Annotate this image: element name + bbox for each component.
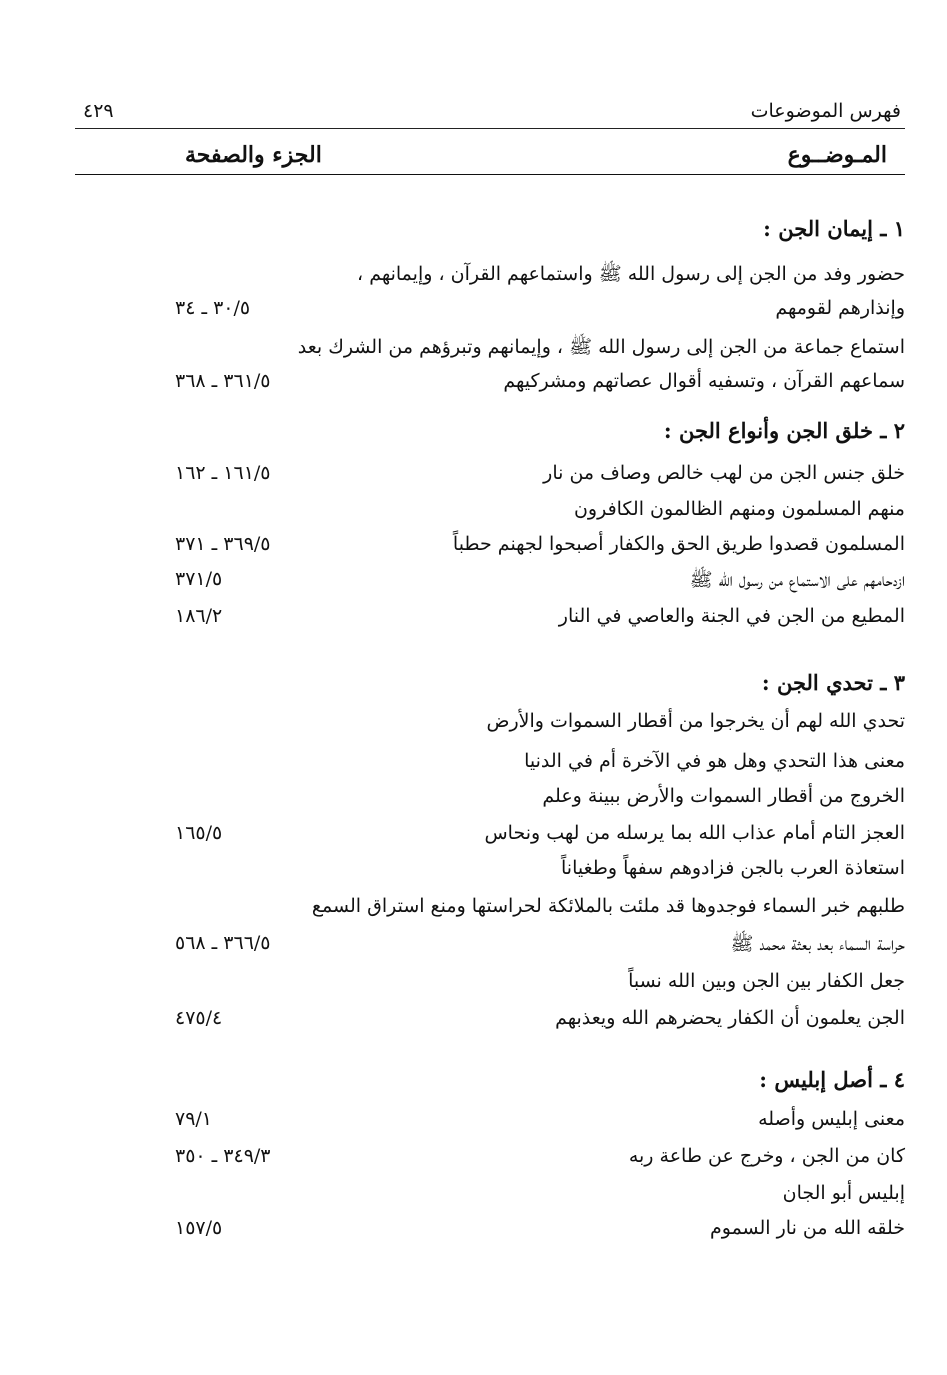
index-entry bbox=[75, 568, 905, 604]
index-entry bbox=[75, 1145, 905, 1181]
index-entry bbox=[75, 970, 905, 1006]
section-heading bbox=[75, 418, 905, 454]
entry-text: العجز التام أمام عذاب الله بما يرسله من لهب ونحاس bbox=[484, 822, 905, 844]
column-header bbox=[75, 140, 905, 175]
index-entry bbox=[75, 370, 905, 406]
entry-text: المطيع من الجن في الجنة والعاصي في النار bbox=[558, 605, 905, 627]
index-entry bbox=[75, 1182, 905, 1218]
section-title: ٣ ـ تحدي الجن : bbox=[761, 670, 905, 695]
column-page-label: الجزء والصفحة bbox=[185, 142, 322, 168]
entry-text: إبليس أبو الجان bbox=[782, 1182, 905, 1204]
index-entry bbox=[75, 785, 905, 821]
section-heading bbox=[75, 670, 905, 706]
section-heading bbox=[75, 216, 905, 252]
entry-text: طلبهم خبر السماء فوجدوها قد ملئت بالملائكة لحراستها ومنع استراق السمع bbox=[311, 895, 905, 917]
section-title: ٢ ـ خلق الجن وأنواع الجن : bbox=[663, 418, 905, 443]
entry-page-ref: ٣٦١/٥ ـ ٣٦٨ bbox=[175, 370, 271, 392]
index-entry bbox=[75, 1108, 905, 1144]
entry-text: ازدحامهم على الاستماع من رسول الله ﷺ bbox=[689, 569, 905, 591]
entry-text: حراسة السماء بعد بعثة محمد ﷺ bbox=[730, 933, 905, 955]
index-entry bbox=[75, 498, 905, 534]
entry-text: حضور وفد من الجن إلى رسول الله ﷺ واستماعهم القرآن ، وإيمانهم ، bbox=[357, 263, 905, 285]
entry-text: خلق جنس الجن من لهب خالص وصاف من نار bbox=[543, 462, 905, 484]
entry-text: استعاذة العرب بالجن فزادوهم سفهاً وطغياناً bbox=[561, 857, 905, 879]
entry-page-ref: ١٦٥/٥ bbox=[175, 822, 223, 844]
index-entry bbox=[75, 1217, 905, 1253]
section-title: ٤ ـ أصل إبليس : bbox=[759, 1067, 905, 1092]
entry-text: خلقه الله من نار السموم bbox=[709, 1217, 905, 1239]
entry-page-ref: ٣٠/٥ ـ ٣٤ bbox=[175, 297, 251, 319]
index-entry bbox=[75, 533, 905, 569]
entry-page-ref: ٣٤٩/٣ ـ ٣٥٠ bbox=[175, 1145, 271, 1167]
running-title: فهرس الموضوعات bbox=[750, 100, 901, 122]
index-entry bbox=[75, 605, 905, 641]
entry-page-ref: ٧٩/١ bbox=[175, 1108, 213, 1130]
entry-text: جعل الكفار بين الجن وبين الله نسباً bbox=[628, 970, 905, 992]
entry-page-ref: ١٦١/٥ ـ ١٦٢ bbox=[175, 462, 271, 484]
page-number: ٤٢٩ bbox=[83, 100, 114, 122]
index-entry bbox=[75, 932, 905, 968]
index-entry bbox=[75, 297, 905, 333]
index-entry bbox=[75, 895, 905, 931]
entry-text: وإنذارهم لقومهم bbox=[775, 297, 905, 319]
section-title: ١ ـ إيمان الجن : bbox=[763, 216, 905, 241]
index-entry bbox=[75, 710, 905, 746]
section-heading bbox=[75, 1067, 905, 1103]
entry-text: استماع جماعة من الجن إلى رسول الله ﷺ ، وإيمانهم وتبرؤهم من الشرك بعد bbox=[297, 336, 905, 358]
running-header bbox=[75, 100, 905, 129]
entry-page-ref: ١٥٧/٥ bbox=[175, 1217, 223, 1239]
entry-text: الخروج من أقطار السموات والأرض ببينة وعلم bbox=[542, 785, 905, 807]
index-entry bbox=[75, 750, 905, 786]
entry-text: معنى هذا التحدي وهل هو في الآخرة أم في الدنيا bbox=[524, 750, 905, 772]
entry-page-ref: ٣٦٦/٥ ـ ٥٦٨ bbox=[175, 932, 271, 954]
index-entry bbox=[75, 462, 905, 498]
entry-text: معنى إبليس وأصله bbox=[758, 1108, 905, 1130]
entry-text: الجن يعلمون أن الكفار يحضرهم الله ويعذبهم bbox=[555, 1007, 905, 1029]
entry-text: منهم المسلمون ومنهم الظالمون الكافرون bbox=[573, 498, 905, 520]
index-entry bbox=[75, 335, 905, 371]
entry-text: تحدي الله لهم أن يخرجوا من أقطار السموات والأرض bbox=[486, 710, 905, 732]
entry-page-ref: ٣٦٩/٥ ـ ٣٧١ bbox=[175, 533, 271, 555]
column-topic-label: المـوضــوع bbox=[787, 142, 887, 168]
entry-page-ref: ١٨٦/٢ bbox=[175, 605, 223, 627]
entry-text: المسلمون قصدوا طريق الحق والكفار أصبحوا لجهنم حطباً bbox=[452, 533, 905, 555]
index-entry bbox=[75, 857, 905, 893]
entry-page-ref: ٣٧١/٥ bbox=[175, 568, 223, 590]
index-entry bbox=[75, 262, 905, 298]
index-entry bbox=[75, 1007, 905, 1043]
entry-text: كان من الجن ، وخرج عن طاعة ربه bbox=[628, 1145, 905, 1167]
index-entry bbox=[75, 822, 905, 858]
entry-page-ref: ٤٧٥/٤ bbox=[175, 1007, 223, 1029]
entry-text: سماعهم القرآن ، وتسفيه أقوال عصاتهم ومشركيهم bbox=[503, 370, 905, 392]
